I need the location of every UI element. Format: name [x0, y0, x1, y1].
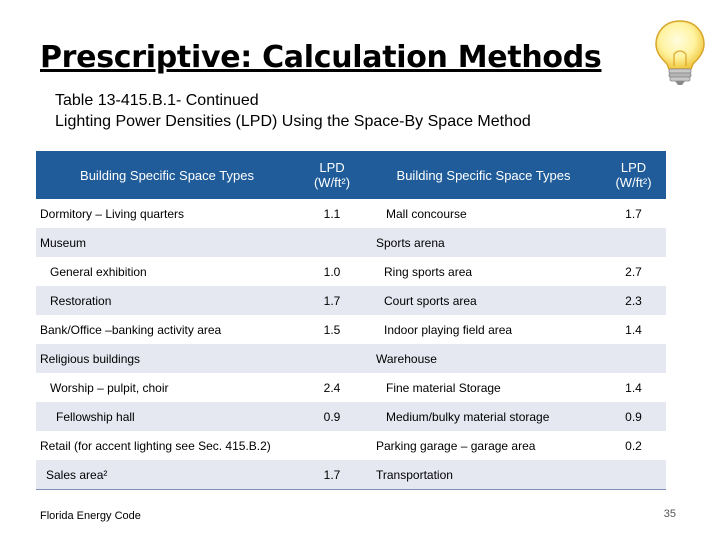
left-space-type: General exhibition [36, 257, 298, 286]
footer-source: Florida Energy Code [40, 510, 141, 522]
left-space-type: Bank/Office –banking activity area [36, 315, 298, 344]
table-header-row [36, 151, 666, 199]
right-space-type: Fine material Storage [366, 373, 601, 402]
right-space-type: Court sports area [366, 286, 601, 315]
right-space-type: Sports arena [366, 228, 601, 257]
left-space-type: Fellowship hall [36, 402, 298, 431]
table-row [36, 286, 666, 315]
header-left-lpd-unit: (W/ft²) [313, 175, 351, 190]
page-number: 35 [663, 508, 676, 520]
table-row [36, 199, 666, 228]
left-space-type: Museum [36, 228, 298, 257]
left-lpd-value: 1.7 [298, 286, 366, 315]
right-space-type: Ring sports area [366, 257, 601, 286]
table-row [36, 344, 666, 373]
table-row [36, 373, 666, 402]
left-lpd-value [298, 431, 366, 460]
right-lpd-value: 1.7 [601, 199, 666, 228]
header-left-lpd-label: LPD [319, 160, 345, 175]
right-lpd-value: 2.7 [601, 257, 666, 286]
right-space-type: Parking garage – garage area [366, 431, 601, 460]
table-row [36, 460, 666, 490]
left-space-type: Sales area² [36, 460, 298, 490]
header-left-lpd [298, 151, 366, 199]
header-right-lpd-label: LPD [620, 160, 647, 175]
left-lpd-value: 1.1 [298, 199, 366, 228]
right-lpd-value [601, 228, 666, 257]
left-space-type: Restoration [36, 286, 298, 315]
left-lpd-value [298, 344, 366, 373]
right-lpd-value: 2.3 [601, 286, 666, 315]
left-lpd-value [298, 228, 366, 257]
right-space-type: Warehouse [366, 344, 601, 373]
left-space-type: Dormitory – Living quarters [36, 199, 298, 228]
left-lpd-value: 1.5 [298, 315, 366, 344]
header-left-space-type: Building Specific Space Types [36, 151, 298, 199]
table-row [36, 315, 666, 344]
right-lpd-value [601, 460, 666, 490]
left-lpd-value: 2.4 [298, 373, 366, 402]
right-space-type: Medium/bulky material storage [366, 402, 601, 431]
header-right-space-type: Building Specific Space Types [366, 151, 601, 199]
table-row [36, 402, 666, 431]
right-lpd-value: 1.4 [601, 373, 666, 402]
right-lpd-value [601, 344, 666, 373]
right-space-type: Transportation [366, 460, 601, 490]
lightbulb-icon [650, 18, 710, 86]
table-row [36, 431, 666, 460]
table-row [36, 257, 666, 286]
slide-title: Prescriptive: Calculation Methods [40, 40, 602, 75]
left-lpd-value: 1.7 [298, 460, 366, 490]
right-space-type: Indoor playing field area [366, 315, 601, 344]
left-space-type: Worship – pulpit, choir [36, 373, 298, 402]
table-row [36, 228, 666, 257]
left-lpd-value: 0.9 [298, 402, 366, 431]
right-lpd-value: 0.9 [601, 402, 666, 431]
header-right-lpd [601, 151, 666, 199]
left-space-type: Religious buildings [36, 344, 298, 373]
right-lpd-value: 1.4 [601, 315, 666, 344]
lpd-table [36, 151, 666, 490]
left-lpd-value: 1.0 [298, 257, 366, 286]
table-description: Lighting Power Densities (LPD) Using the Space-By Space Method [55, 113, 531, 130]
right-space-type: Mall concourse [366, 199, 601, 228]
right-lpd-value: 0.2 [601, 431, 666, 460]
header-right-lpd-unit: (W/ft²) [615, 175, 652, 190]
table-caption: Table 13-415.B.1- Continued [55, 92, 259, 109]
left-space-type: Retail (for accent lighting see Sec. 415.B.2) [36, 431, 298, 460]
